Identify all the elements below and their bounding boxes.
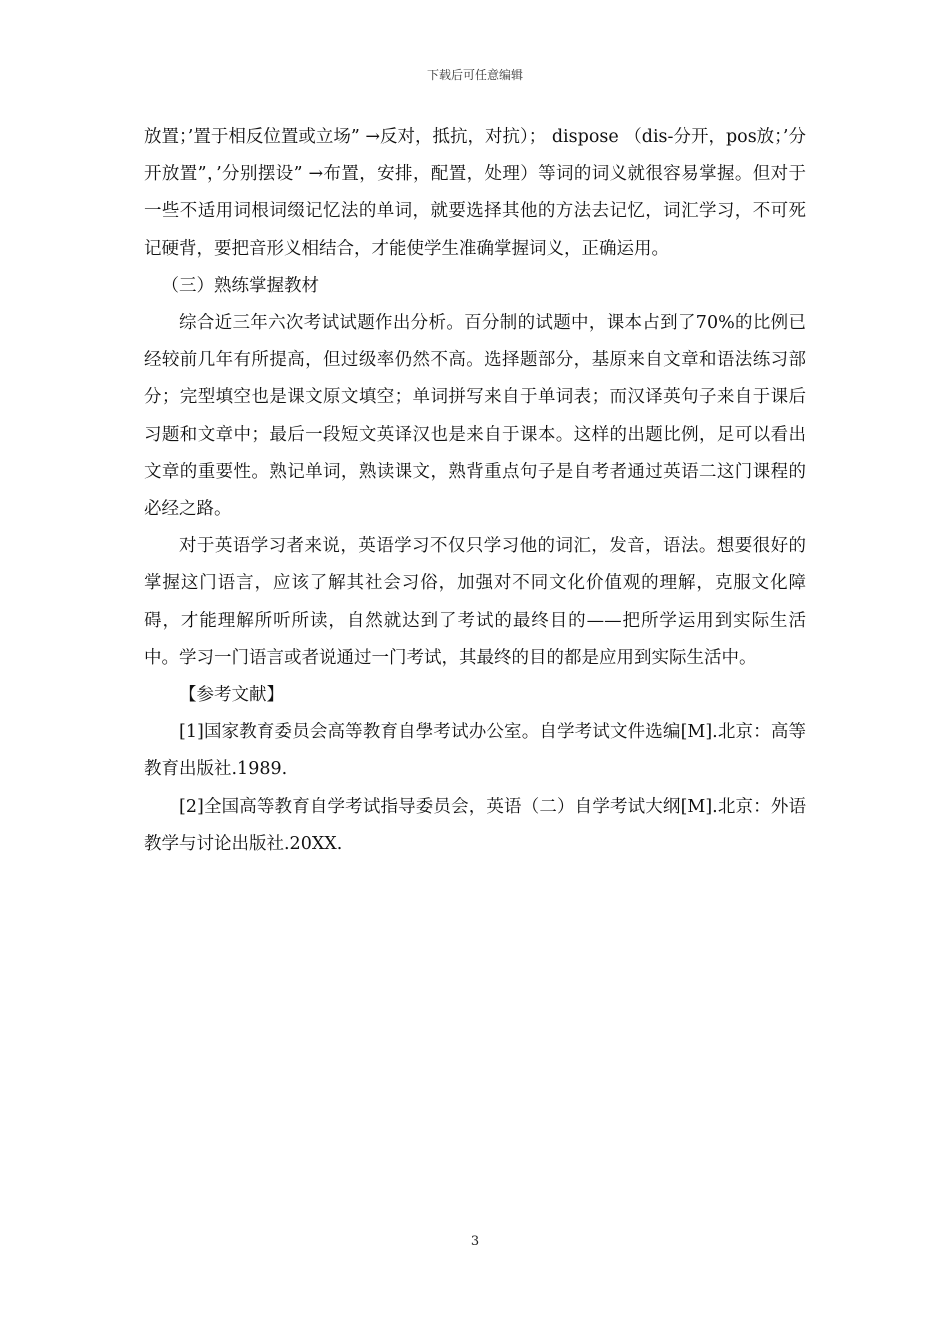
section-heading: （三）熟练掌握教材 [161,275,319,296]
paragraph-culture: 对于英语学习者来说，英语学习不仅只学习他的词汇，发音，语法。想要很好的掌握这门语言，应该了解其社会习俗，加强对不同文化价值观的理解，克服文化障碍，才能理解所听所读，自然就达到了考试的最终目的——把所学运用到实际生活中。学习一门语言或者说通过一门考试，其最终的目的都是应用到实际生活中。 [144,536,806,668]
page-number: 3 [470,1234,480,1249]
page-header: 下载后可任意编辑 [426,68,523,82]
paragraph-continuation: 放置；’置于相反位置或立场” →反对，抵抗，对抗）； dispose （dis-分开，pos放；’分开放置”，’分别摆设” →布置，安排，配置，处理）等词的词义就很容易掌握。但对于一些不适用词根词缀记忆法的单词，就要选择其他的方法去记忆，词汇学习，不可死记硬背，要把音形义相结合，才能使学生准确掌握词义，正确运用。 [144,127,806,259]
references-heading: 【参考文献】 [179,685,284,706]
document-body [144,119,806,863]
paragraph-textbook-analysis: 综合近三年六次考试试题作出分析。百分制的试题中，课本占到了70%的比例已经较前几年有所提高，但过级率仍然不高。选择题部分，基原来自文章和语法练习部分；完型填空也是课文原文填空；单词拼写来自于单词表；而汉译英句子来自于课后习题和文章中；最后一段短文英译汉也是来自于课本。这样的出题比例，足可以看出文章的重要性。熟记单词，熟读课文，熟背重点句子是自考者通过英语二这门课程的必经之路。 [144,313,806,520]
reference-item-2: [2]全国高等教育自学考试指导委员会，英语（二）自学考试大纲[M].北京：外语教学与讨论出版社.20XX. [144,796,806,854]
reference-item-1: [1]国家教育委员会高等教育自學考试办公室。自学考试文件选编[M].北京：高等教育出版社.1989. [144,722,806,780]
